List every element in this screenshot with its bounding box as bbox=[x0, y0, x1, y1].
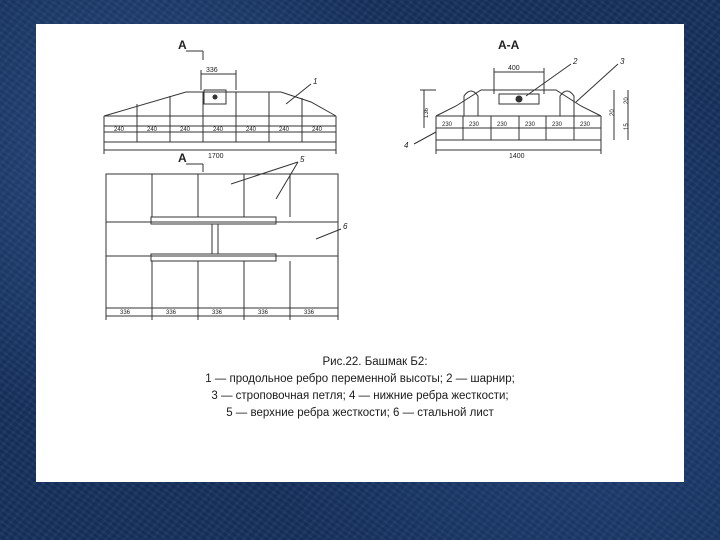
callout-6: 6 bbox=[343, 222, 348, 231]
plan-view bbox=[106, 162, 341, 320]
caption-line: 1 — продольное ребро переменной высоты; 2 — шарнир; bbox=[205, 373, 515, 385]
dim-elev-seg: 240 bbox=[312, 127, 323, 133]
dim-top-elev: 336 bbox=[206, 67, 218, 74]
dim-top-section: 400 bbox=[508, 65, 520, 72]
dim-total-elev: 1700 bbox=[208, 153, 224, 160]
dim-plan-seg: 336 bbox=[304, 310, 315, 316]
dim-side: 136 bbox=[424, 107, 430, 118]
figure-caption bbox=[36, 354, 684, 422]
technical-drawing bbox=[36, 24, 684, 354]
dim-elev-seg: 240 bbox=[213, 127, 224, 133]
caption-title: Рис.22. Башмак Б2: bbox=[322, 356, 428, 368]
dim-total-section: 1400 bbox=[509, 153, 525, 160]
dim-section-seg: 230 bbox=[469, 122, 480, 128]
dim-plan-seg: 336 bbox=[212, 310, 223, 316]
dim-section-seg: 230 bbox=[552, 122, 563, 128]
callout-3: 3 bbox=[620, 57, 625, 66]
dim-elev-seg: 240 bbox=[147, 127, 158, 133]
callout-1: 1 bbox=[313, 77, 318, 86]
dim-plan-seg: 336 bbox=[120, 310, 131, 316]
callout-numbers bbox=[300, 57, 625, 231]
dim-side: 20 bbox=[624, 97, 630, 104]
dim-side: 20 bbox=[610, 109, 616, 116]
caption-line: 5 — верхние ребра жесткости; 6 — стальной лист bbox=[226, 407, 494, 419]
dim-elev-seg: 240 bbox=[180, 127, 191, 133]
dim-section-seg: 230 bbox=[497, 122, 508, 128]
section-marker-a: A bbox=[178, 38, 187, 52]
dim-plan-seg: 336 bbox=[258, 310, 269, 316]
dim-section-seg: 230 bbox=[580, 122, 591, 128]
caption-line: 3 — строповочная петля; 4 — нижние ребра жесткости; bbox=[211, 390, 509, 402]
callout-2: 2 bbox=[573, 57, 578, 66]
dim-plan-seg: 336 bbox=[166, 310, 177, 316]
section-segment-labels bbox=[442, 122, 591, 128]
dim-elev-seg: 240 bbox=[246, 127, 257, 133]
plan-segment-labels bbox=[120, 310, 315, 316]
section-aa-view bbox=[414, 64, 628, 154]
dim-section-seg: 230 bbox=[525, 122, 536, 128]
callout-4: 4 bbox=[404, 141, 409, 150]
dim-elev-seg: 240 bbox=[114, 127, 125, 133]
dim-side: 15 bbox=[624, 123, 630, 130]
dim-elev-seg: 240 bbox=[279, 127, 290, 133]
section-marker-a-plan: A bbox=[178, 151, 187, 165]
dim-section-seg: 230 bbox=[442, 122, 453, 128]
slide bbox=[36, 24, 684, 482]
elevation-view bbox=[104, 51, 336, 154]
callout-5: 5 bbox=[300, 155, 305, 164]
section-title-aa: A-A bbox=[498, 38, 520, 52]
